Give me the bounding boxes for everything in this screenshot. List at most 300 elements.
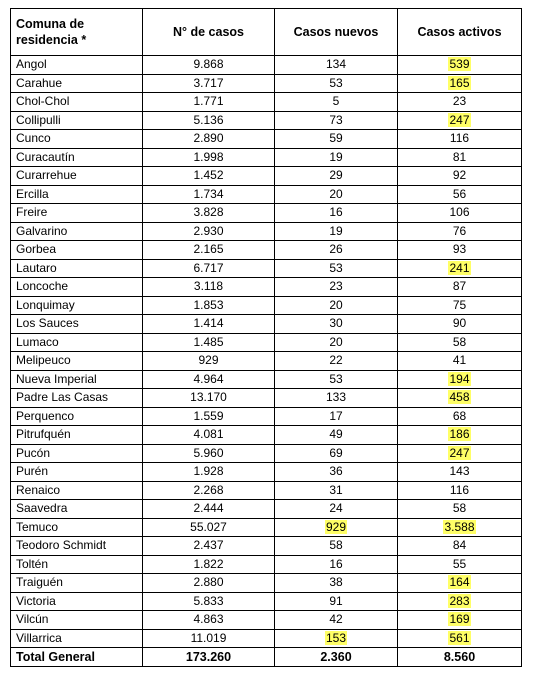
cell-nuevos-value: 53 xyxy=(329,371,343,386)
cell-comuna xyxy=(11,74,143,93)
table-row xyxy=(11,241,522,260)
cell-casos xyxy=(143,241,275,260)
cell-nuevos-value: 19 xyxy=(329,223,343,238)
cell-nuevos xyxy=(275,352,398,371)
table-row xyxy=(11,111,522,130)
cell-activos-value: 194 xyxy=(449,371,470,386)
cell-nuevos-value: 24 xyxy=(329,501,343,516)
cell-nuevos xyxy=(275,204,398,223)
cell-comuna xyxy=(11,204,143,223)
cell-comuna-value: Pucón xyxy=(16,445,51,460)
cell-casos-value: 3.717 xyxy=(193,75,224,90)
cell-activos-value: 56 xyxy=(452,186,467,201)
table-row xyxy=(11,296,522,315)
total-activos: 8.560 xyxy=(398,648,522,667)
cell-activos xyxy=(398,611,522,630)
cell-comuna xyxy=(11,537,143,556)
cell-casos xyxy=(143,130,275,149)
cell-nuevos xyxy=(275,241,398,260)
cell-comuna-value: Gorbea xyxy=(16,242,57,257)
total-row xyxy=(11,648,522,667)
table-row xyxy=(11,407,522,426)
cell-comuna xyxy=(11,352,143,371)
cell-nuevos-value: 38 xyxy=(329,575,343,590)
cell-casos-value: 9.868 xyxy=(193,57,224,72)
cell-activos-value: 143 xyxy=(449,464,470,479)
table-row xyxy=(11,481,522,500)
cell-activos-value: 458 xyxy=(449,390,470,405)
cell-nuevos xyxy=(275,315,398,334)
cell-comuna xyxy=(11,481,143,500)
table-row xyxy=(11,629,522,648)
cell-nuevos-value: 929 xyxy=(325,519,347,534)
table-row xyxy=(11,555,522,574)
cell-comuna-value: Chol-Chol xyxy=(16,94,70,109)
table-row xyxy=(11,148,522,167)
cell-comuna-value: Los Sauces xyxy=(16,316,79,331)
cell-activos xyxy=(398,629,522,648)
cell-nuevos-value: 91 xyxy=(329,593,343,608)
cell-activos xyxy=(398,426,522,445)
table-row xyxy=(11,315,522,334)
cell-casos xyxy=(143,296,275,315)
table-row xyxy=(11,204,522,223)
cell-casos xyxy=(143,111,275,130)
cell-nuevos xyxy=(275,611,398,630)
table-row xyxy=(11,130,522,149)
cell-casos xyxy=(143,204,275,223)
cell-comuna xyxy=(11,555,143,574)
cell-comuna xyxy=(11,278,143,297)
cell-activos xyxy=(398,222,522,241)
cell-nuevos-value: 153 xyxy=(325,630,347,645)
total-casos: 173.260 xyxy=(143,648,275,667)
cell-activos-value: 241 xyxy=(449,260,470,275)
cell-casos xyxy=(143,426,275,445)
table-row xyxy=(11,500,522,519)
cell-comuna-value: Curarrehue xyxy=(16,168,77,183)
cell-casos xyxy=(143,352,275,371)
cell-casos-value: 1.734 xyxy=(193,186,224,201)
cell-comuna-value: Carahue xyxy=(16,75,63,90)
cell-casos-value: 6.717 xyxy=(193,260,224,275)
table-row xyxy=(11,56,522,75)
cell-nuevos xyxy=(275,407,398,426)
cell-comuna-value: Pitrufquén xyxy=(16,427,71,442)
cell-activos xyxy=(398,574,522,593)
cases-by-commune-table xyxy=(10,8,522,667)
header-row xyxy=(11,9,522,56)
cell-comuna xyxy=(11,167,143,186)
cell-nuevos-value: 23 xyxy=(329,279,343,294)
cell-comuna xyxy=(11,241,143,260)
cell-nuevos xyxy=(275,481,398,500)
cell-comuna-value: Collipulli xyxy=(16,112,61,127)
cell-activos-value: 116 xyxy=(449,131,470,146)
cell-nuevos-value: 17 xyxy=(329,408,343,423)
table-row xyxy=(11,352,522,371)
cell-nuevos-value: 69 xyxy=(329,445,343,460)
cell-nuevos xyxy=(275,444,398,463)
cell-casos xyxy=(143,278,275,297)
cell-comuna-value: Traiguén xyxy=(16,575,63,590)
cell-casos-value: 1.822 xyxy=(193,556,224,571)
table-row xyxy=(11,167,522,186)
cell-activos xyxy=(398,296,522,315)
cell-comuna-value: Melipeuco xyxy=(16,353,71,368)
cell-comuna-value: Freire xyxy=(16,205,48,220)
cell-comuna-value: Cunco xyxy=(16,131,51,146)
cell-casos-value: 3.118 xyxy=(193,279,224,294)
cell-casos xyxy=(143,537,275,556)
cell-comuna xyxy=(11,389,143,408)
cell-comuna xyxy=(11,56,143,75)
cell-casos xyxy=(143,518,275,537)
cell-comuna xyxy=(11,259,143,278)
cell-comuna xyxy=(11,407,143,426)
cell-nuevos xyxy=(275,296,398,315)
cell-nuevos-value: 30 xyxy=(329,316,343,331)
cell-activos xyxy=(398,463,522,482)
cell-comuna-value: Temuco xyxy=(16,519,59,534)
cell-activos-value: 23 xyxy=(452,94,467,109)
cell-casos-value: 1.998 xyxy=(193,149,224,164)
cell-activos-value: 247 xyxy=(449,445,470,460)
cell-activos xyxy=(398,148,522,167)
cell-comuna xyxy=(11,370,143,389)
table-row xyxy=(11,333,522,352)
cell-comuna-value: Loncoche xyxy=(16,279,69,294)
cell-casos xyxy=(143,629,275,648)
cell-casos-value: 2.880 xyxy=(193,575,224,590)
cell-nuevos xyxy=(275,278,398,297)
cell-nuevos xyxy=(275,555,398,574)
cell-comuna-value: Villarrica xyxy=(16,630,62,645)
cell-activos-value: 58 xyxy=(452,501,467,516)
cell-activos xyxy=(398,74,522,93)
cell-casos-value: 1.485 xyxy=(193,334,224,349)
cell-casos xyxy=(143,481,275,500)
cell-nuevos-value: 16 xyxy=(329,205,343,220)
cell-comuna-value: Lautaro xyxy=(16,260,57,275)
cell-activos-value: 539 xyxy=(449,57,470,72)
cell-casos-value: 2.890 xyxy=(193,131,224,146)
cell-activos xyxy=(398,130,522,149)
cell-casos-value: 55.027 xyxy=(190,519,227,534)
cell-activos-value: 87 xyxy=(452,279,467,294)
cell-activos-value: 3.588 xyxy=(444,519,475,534)
cell-nuevos-value: 53 xyxy=(329,75,343,90)
cell-activos xyxy=(398,592,522,611)
cell-nuevos-value: 20 xyxy=(329,186,343,201)
cell-casos xyxy=(143,555,275,574)
cell-nuevos-value: 16 xyxy=(329,556,343,571)
header-nuevos: Casos nuevos xyxy=(275,9,398,56)
cell-activos xyxy=(398,56,522,75)
table-row xyxy=(11,444,522,463)
cell-casos-value: 929 xyxy=(198,353,219,368)
cell-nuevos-value: 59 xyxy=(329,131,343,146)
cell-casos xyxy=(143,259,275,278)
cell-activos-value: 75 xyxy=(452,297,467,312)
cell-comuna-value: Renaico xyxy=(16,482,61,497)
cell-activos xyxy=(398,444,522,463)
cell-activos xyxy=(398,481,522,500)
cell-comuna xyxy=(11,518,143,537)
cell-comuna xyxy=(11,222,143,241)
cell-nuevos xyxy=(275,537,398,556)
cell-casos-value: 2.444 xyxy=(193,501,224,516)
cell-activos-value: 68 xyxy=(452,408,467,423)
cell-casos-value: 5.960 xyxy=(193,445,224,460)
cell-activos-value: 58 xyxy=(452,334,467,349)
cell-activos xyxy=(398,204,522,223)
cell-nuevos-value: 22 xyxy=(329,353,343,368)
cell-activos xyxy=(398,407,522,426)
table-row xyxy=(11,426,522,445)
cell-activos xyxy=(398,315,522,334)
cell-nuevos xyxy=(275,592,398,611)
table-footer xyxy=(11,648,522,667)
cell-casos xyxy=(143,148,275,167)
cell-activos xyxy=(398,93,522,112)
cell-comuna xyxy=(11,463,143,482)
header-casos: N° de casos xyxy=(143,9,275,56)
cell-nuevos xyxy=(275,148,398,167)
cell-casos-value: 1.928 xyxy=(193,464,224,479)
cell-casos-value: 4.964 xyxy=(193,371,224,386)
cell-comuna-value: Teodoro Schmidt xyxy=(16,538,107,553)
cell-comuna xyxy=(11,93,143,112)
cell-nuevos xyxy=(275,111,398,130)
cell-casos xyxy=(143,167,275,186)
table-header xyxy=(11,9,522,56)
table-row xyxy=(11,278,522,297)
cell-comuna xyxy=(11,148,143,167)
cell-activos xyxy=(398,167,522,186)
cell-nuevos-value: 42 xyxy=(329,612,343,627)
header-comuna: Comuna de residencia * xyxy=(11,9,143,56)
cell-comuna-value: Ercilla xyxy=(16,186,49,201)
cell-casos-value: 5.833 xyxy=(193,593,224,608)
cell-activos xyxy=(398,389,522,408)
cell-activos xyxy=(398,370,522,389)
cell-activos xyxy=(398,555,522,574)
cell-nuevos xyxy=(275,222,398,241)
cell-comuna xyxy=(11,185,143,204)
cell-comuna xyxy=(11,629,143,648)
cell-comuna xyxy=(11,500,143,519)
cell-comuna xyxy=(11,592,143,611)
cell-activos xyxy=(398,259,522,278)
cell-activos-value: 93 xyxy=(452,242,467,257)
table-row xyxy=(11,185,522,204)
cell-comuna-value: Toltén xyxy=(16,556,49,571)
cell-casos xyxy=(143,574,275,593)
cell-casos-value: 5.136 xyxy=(193,112,224,127)
cell-casos-value: 2.268 xyxy=(193,482,224,497)
cell-nuevos-value: 49 xyxy=(329,427,343,442)
cell-comuna-value: Nueva Imperial xyxy=(16,371,97,386)
cell-nuevos-value: 19 xyxy=(329,149,343,164)
table-row xyxy=(11,389,522,408)
cell-activos xyxy=(398,185,522,204)
cell-activos-value: 247 xyxy=(449,112,470,127)
cell-activos-value: 92 xyxy=(452,168,467,183)
cell-activos-value: 41 xyxy=(452,353,467,368)
cell-casos xyxy=(143,592,275,611)
cell-nuevos-value: 20 xyxy=(329,334,343,349)
cell-casos xyxy=(143,463,275,482)
cell-nuevos xyxy=(275,463,398,482)
cell-nuevos-value: 36 xyxy=(329,464,343,479)
cell-casos-value: 2.930 xyxy=(193,223,224,238)
cell-casos xyxy=(143,56,275,75)
cell-nuevos-value: 20 xyxy=(329,297,343,312)
cell-casos xyxy=(143,500,275,519)
cell-comuna xyxy=(11,296,143,315)
cell-nuevos xyxy=(275,167,398,186)
table-row xyxy=(11,463,522,482)
cell-casos-value: 11.019 xyxy=(190,630,227,645)
cell-nuevos-value: 134 xyxy=(325,57,347,72)
cell-nuevos-value: 31 xyxy=(329,482,343,497)
cell-casos xyxy=(143,74,275,93)
table-row xyxy=(11,93,522,112)
table-row xyxy=(11,222,522,241)
cell-activos xyxy=(398,518,522,537)
cell-comuna-value: Padre Las Casas xyxy=(16,390,109,405)
cell-nuevos xyxy=(275,259,398,278)
table-row xyxy=(11,518,522,537)
cell-activos xyxy=(398,352,522,371)
cell-nuevos xyxy=(275,500,398,519)
cell-comuna-value: Angol xyxy=(16,57,47,72)
cell-comuna-value: Perquenco xyxy=(16,408,75,423)
cell-nuevos xyxy=(275,130,398,149)
cell-casos-value: 2.437 xyxy=(193,538,224,553)
cell-activos-value: 165 xyxy=(449,75,470,90)
total-label: Total General xyxy=(11,648,143,667)
cell-comuna xyxy=(11,111,143,130)
cell-casos xyxy=(143,444,275,463)
cell-comuna-value: Purén xyxy=(16,464,49,479)
cell-casos-value: 1.771 xyxy=(193,94,224,109)
cell-nuevos xyxy=(275,185,398,204)
cell-nuevos-value: 73 xyxy=(329,112,343,127)
cell-nuevos xyxy=(275,74,398,93)
cell-activos xyxy=(398,278,522,297)
cell-casos xyxy=(143,222,275,241)
cell-casos xyxy=(143,407,275,426)
cell-comuna-value: Lumaco xyxy=(16,334,59,349)
cell-casos-value: 1.853 xyxy=(193,297,224,312)
cell-casos xyxy=(143,389,275,408)
cell-comuna xyxy=(11,130,143,149)
total-nuevos: 2.360 xyxy=(275,648,398,667)
cell-activos-value: 106 xyxy=(449,205,470,220)
cell-nuevos xyxy=(275,56,398,75)
table-row xyxy=(11,74,522,93)
cell-casos-value: 2.165 xyxy=(193,242,224,257)
cell-activos-value: 283 xyxy=(449,593,470,608)
cell-activos-value: 84 xyxy=(452,538,467,553)
cell-activos-value: 116 xyxy=(449,482,470,497)
cell-comuna xyxy=(11,574,143,593)
cell-casos-value: 4.081 xyxy=(193,427,224,442)
table-row xyxy=(11,574,522,593)
table-row xyxy=(11,537,522,556)
cell-activos xyxy=(398,537,522,556)
cell-nuevos-value: 29 xyxy=(329,168,343,183)
cell-nuevos-value: 133 xyxy=(325,390,347,405)
cell-casos xyxy=(143,370,275,389)
cell-casos xyxy=(143,333,275,352)
cell-activos xyxy=(398,500,522,519)
cell-comuna-value: Galvarino xyxy=(16,223,68,238)
cell-nuevos-value: 26 xyxy=(329,242,343,257)
cell-comuna-value: Victoria xyxy=(16,593,56,608)
cell-nuevos xyxy=(275,629,398,648)
cell-casos-value: 1.559 xyxy=(193,408,224,423)
cell-nuevos xyxy=(275,574,398,593)
cell-comuna xyxy=(11,426,143,445)
cell-comuna xyxy=(11,315,143,334)
cell-comuna xyxy=(11,444,143,463)
cell-comuna-value: Lonquimay xyxy=(16,297,75,312)
cell-activos-value: 81 xyxy=(452,149,467,164)
table-row xyxy=(11,370,522,389)
cell-activos xyxy=(398,111,522,130)
cell-activos xyxy=(398,333,522,352)
cell-comuna-value: Saavedra xyxy=(16,501,68,516)
cell-activos-value: 561 xyxy=(449,630,470,645)
cell-casos-value: 1.414 xyxy=(193,316,224,331)
cell-activos-value: 169 xyxy=(449,612,470,627)
cell-nuevos-value: 58 xyxy=(329,538,343,553)
table-row xyxy=(11,592,522,611)
cell-nuevos xyxy=(275,333,398,352)
cell-comuna-value: Curacautín xyxy=(16,149,75,164)
table-row xyxy=(11,611,522,630)
cell-casos-value: 13.170 xyxy=(190,390,227,405)
cell-casos xyxy=(143,315,275,334)
cell-casos-value: 3.828 xyxy=(193,205,224,220)
table-row xyxy=(11,259,522,278)
cell-nuevos xyxy=(275,518,398,537)
cell-nuevos xyxy=(275,426,398,445)
cell-activos-value: 55 xyxy=(452,556,467,571)
cell-activos-value: 186 xyxy=(449,427,470,442)
cases-table-container xyxy=(10,8,521,667)
header-activos: Casos activos xyxy=(398,9,522,56)
cell-comuna xyxy=(11,333,143,352)
cell-comuna xyxy=(11,611,143,630)
cell-casos-value: 4.863 xyxy=(193,612,224,627)
table-body xyxy=(11,56,522,648)
cell-activos-value: 90 xyxy=(452,316,467,331)
cell-nuevos xyxy=(275,389,398,408)
cell-nuevos xyxy=(275,93,398,112)
cell-activos-value: 76 xyxy=(452,223,467,238)
cell-nuevos-value: 53 xyxy=(329,260,343,275)
cell-nuevos-value: 5 xyxy=(332,94,340,109)
cell-casos xyxy=(143,611,275,630)
cell-casos xyxy=(143,93,275,112)
cell-nuevos xyxy=(275,370,398,389)
cell-casos xyxy=(143,185,275,204)
cell-casos-value: 1.452 xyxy=(193,168,224,183)
